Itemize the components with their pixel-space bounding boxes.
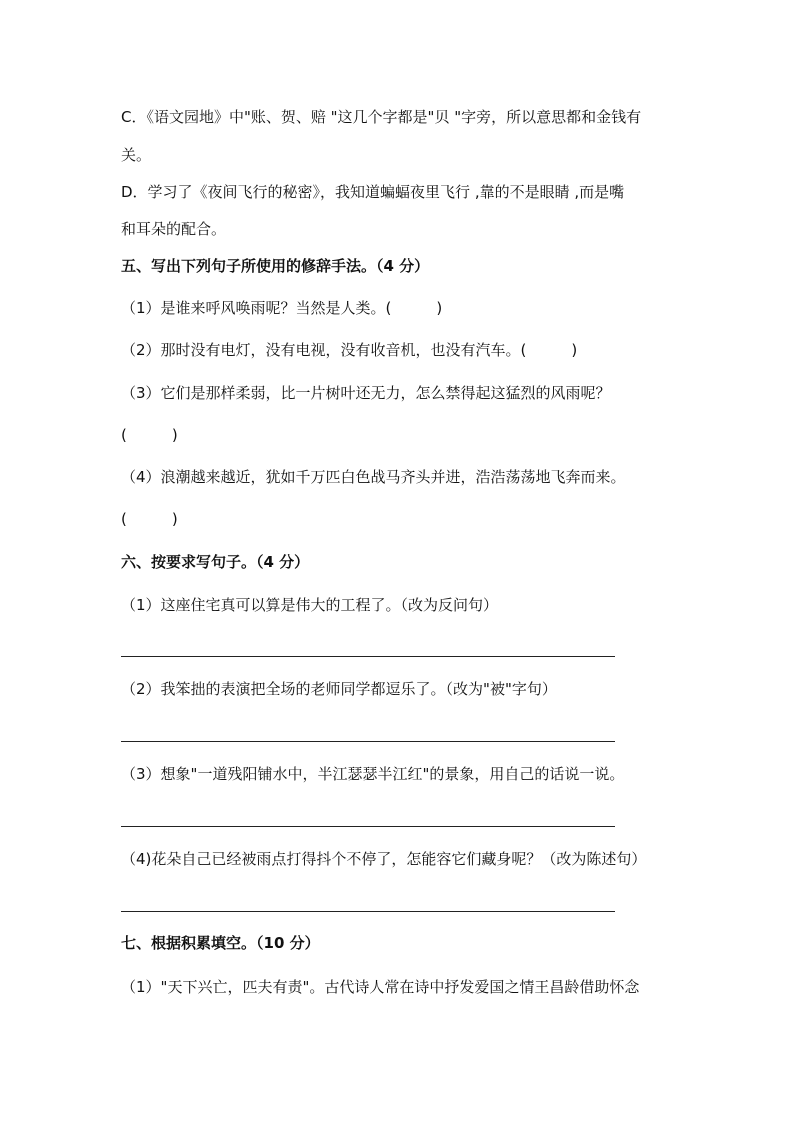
- section5-heading: 五、写出下列句子所使用的修辞手法。（4 分）: [121, 257, 430, 275]
- section5-question-2: （2）那时没有电灯，没有电视，没有收音机，也没有汽车。( ): [121, 341, 578, 359]
- section5-question-4: （4）浪潮越来越近，犹如千万匹白色战马齐头并进，浩浩荡荡地飞奔而来。: [121, 468, 626, 486]
- section6-question-2: （2）我笨拙的表演把全场的老师同学都逗乐了。（改为"被"字句）: [121, 680, 557, 698]
- section6-question-1: （1）这座住宅真可以算是伟大的工程了。（改为反问句）: [121, 596, 499, 614]
- answer-line-3: [121, 826, 615, 827]
- section5-question-3-blank: ( ): [121, 426, 178, 444]
- option-c-line1: C．《语文园地》中"账、贺、赔 "这几个字都是"贝 "字旁，所以意思都和金钱有: [121, 108, 642, 126]
- section5-question-4-blank: ( ): [121, 510, 178, 528]
- section5-question-3: （3）它们是那样柔弱，比一片树叶还无力，怎么禁得起这猛烈的风雨呢？: [121, 384, 611, 402]
- answer-line-2: [121, 741, 615, 742]
- option-d-line2: 和耳朵的配合。: [121, 220, 227, 238]
- section5-question-1: （1）是谁来呼风唤雨呢？当然是人类。( ): [121, 299, 443, 317]
- section6-question-3: （3）想象"一道残阳铺水中，半江瑟瑟半江红"的景象，用自己的话说一说。: [121, 765, 625, 783]
- answer-line-1: [121, 656, 615, 657]
- option-c-line2: 关。: [121, 146, 152, 164]
- section6-question-4: （4)花朵自己已经被雨点打得抖个不停了，怎能容它们藏身呢？（改为陈述句）: [121, 850, 647, 868]
- section7-question-1: （1）"天下兴亡，匹夫有责"。古代诗人常在诗中抒发爱国之情王昌龄借助怀念: [121, 978, 640, 996]
- section6-heading: 六、按要求写句子。（4 分）: [121, 553, 310, 571]
- answer-line-4: [121, 911, 615, 912]
- option-d-line1: D．学习了《夜间飞行的秘密》，我知道蝙蝠夜里飞行 ,靠的不是眼睛 ,而是嘴: [121, 183, 625, 201]
- section7-heading: 七、根据积累填空。（10 分）: [121, 934, 320, 952]
